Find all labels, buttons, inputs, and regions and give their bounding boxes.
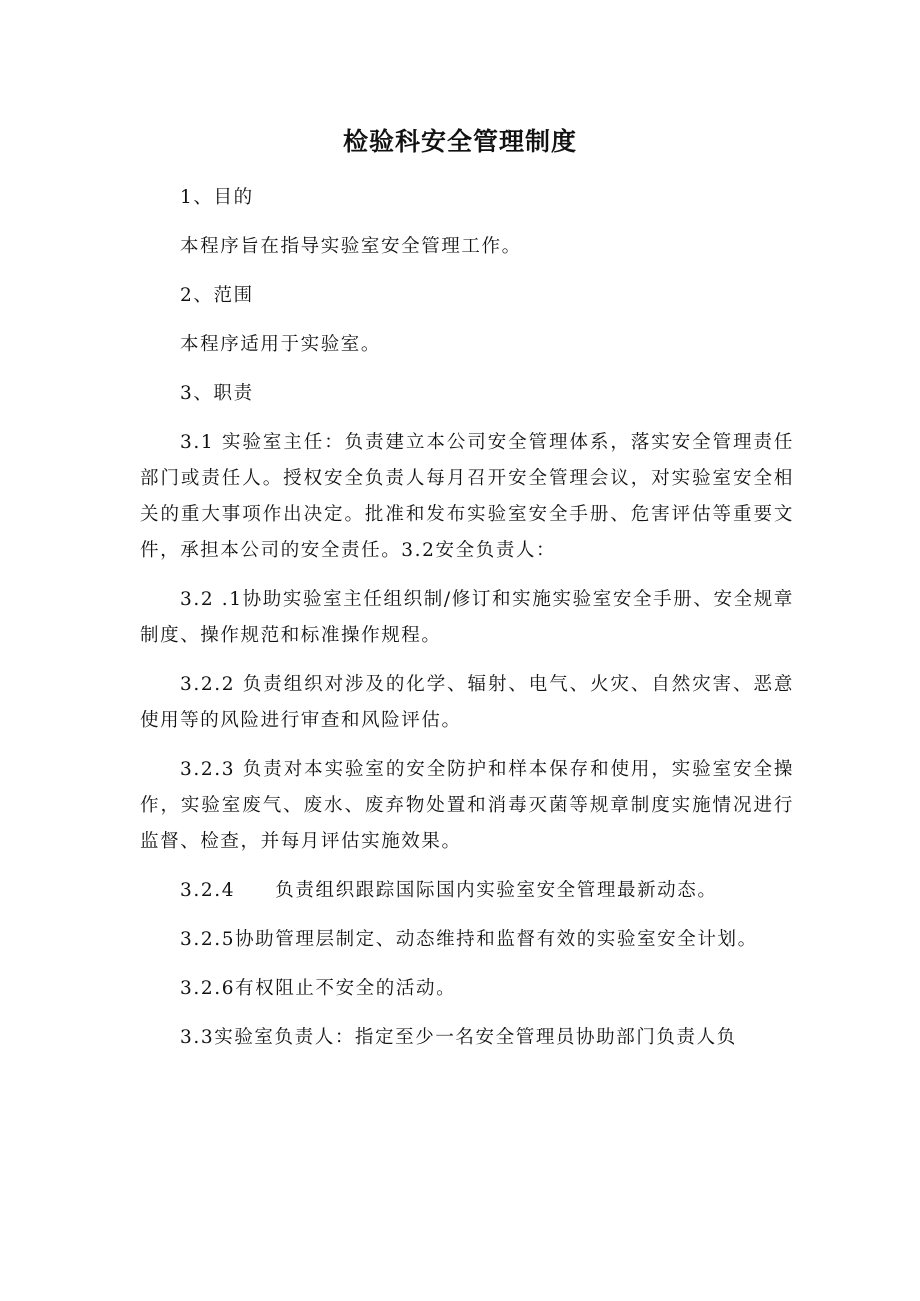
paragraph-3-2-6: 3.2.6有权阻止不安全的活动。 [180, 978, 457, 999]
section-heading-scope: 2、范围 [180, 285, 254, 306]
paragraph-3-2-3: 3.2.3 负责对本实验室的安全防护和样本保存和使用，实验室安全操作，实验室废气、废水、废弃物处置和消毒灭菌等规章制度实施情况进行监督、检查，并每月评估实施效果。 [140, 759, 794, 852]
paragraph-3-2-5: 3.2.5协助管理层制定、动态维持和监督有效的实验室安全计划。 [180, 929, 758, 950]
section-heading-duties: 3、职责 [180, 383, 254, 404]
paragraph-3-2-1: 3.2 .1协助实验室主任组织制/修订和实施实验室安全手册、安全规章制度、操作规范和标准操作规程。 [140, 589, 794, 646]
paragraph-3-3: 3.3实验室负责人：指定至少一名安全管理员协助部门负责人负 [180, 1027, 737, 1048]
document-title: 检验科安全管理制度 [342, 127, 577, 156]
paragraph-scope: 本程序适用于实验室。 [180, 334, 382, 355]
paragraph-3-2-4: 3.2.4 负责组织跟踪国际国内实验室安全管理最新动态。 [180, 880, 718, 901]
section-heading-purpose: 1、目的 [180, 187, 254, 208]
document-body [140, 180, 794, 1069]
paragraph-3-2-2: 3.2.2 负责组织对涉及的化学、辐射、电气、火灾、自然灾害、恶意使用等的风险进行审查和风险评估。 [140, 674, 794, 731]
paragraph-purpose: 本程序旨在指导实验室安全管理工作。 [180, 236, 522, 257]
paragraph-3-1: 3.1 实验室主任：负责建立本公司安全管理体系，落实安全管理责任部门或责任人。授权安全负责人每月召开安全管理会议，对实验室安全相关的重大事项作出决定。批准和发布实验室安全手册、危害评估等重要文件，承担本公司的安全责任。3.2安全负责人： [140, 432, 794, 561]
